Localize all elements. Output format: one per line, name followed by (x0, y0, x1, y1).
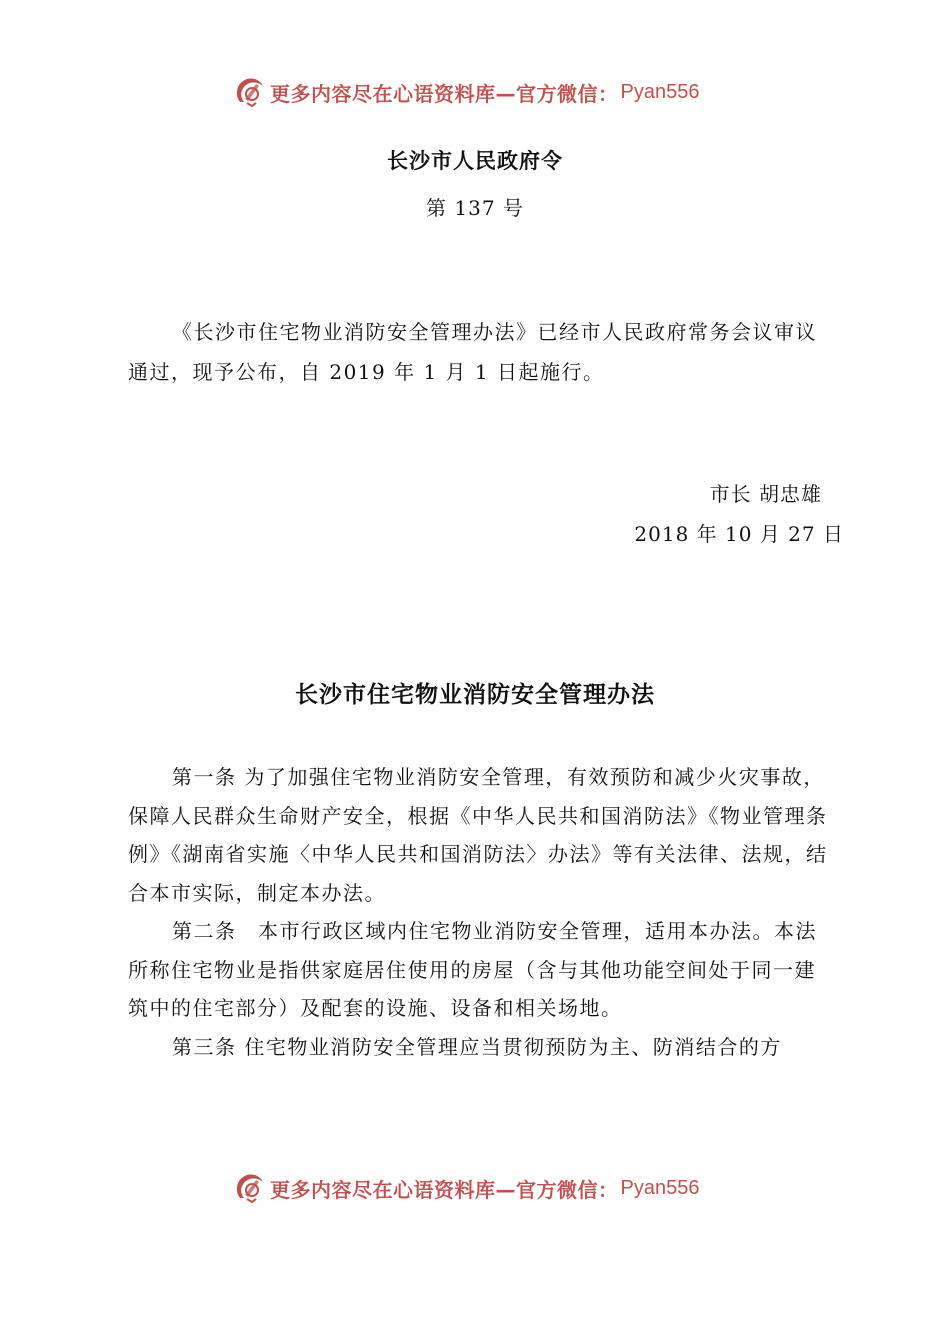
watermark-wechat-id: Pyan556 (620, 1176, 700, 1199)
articles-body (128, 758, 828, 1066)
order-title: 长沙市人民政府令 (387, 149, 563, 173)
article-2: 第二条 本市行政区域内住宅物业消防安全管理，适用本办法。本法所称住宅物业是指供家庭居住使用的房屋（含与其他功能空间处于同一建筑中的住宅部分）及配套的设施、设备和相关场地。 (128, 919, 817, 1020)
announcement-paragraph: 《长沙市住宅物业消防安全管理办法》已经市人民政府常务会议审议通过，现予公布，自 2019 年 1 月 1 日起施行。 (128, 320, 817, 384)
pen-logo-icon (232, 75, 266, 109)
article-3: 第三条 住宅物业消防安全管理应当贯彻预防为主、防消结合的方 (172, 1034, 782, 1059)
signing-date: 2018 年 10 月 27 日 (634, 522, 844, 546)
law-title: 长沙市住宅物业消防安全管理办法 (295, 682, 655, 708)
watermark-header (232, 74, 699, 110)
watermark-text: 更多内容尽在心语资料库—官方微信： (270, 81, 619, 106)
pen-logo-icon (232, 1171, 266, 1205)
mayor-signature-line: 市长 胡忠雄 (709, 482, 822, 506)
watermark-text: 更多内容尽在心语资料库—官方微信： (270, 1177, 619, 1202)
watermark-wechat-id: Pyan556 (620, 80, 700, 103)
order-number: 第 137 号 (426, 196, 524, 220)
watermark-footer (232, 1170, 699, 1206)
article-1: 第一条 为了加强住宅物业消防安全管理，有效预防和减少火灾事故，保障人民群众生命财产安全，根据《中华人民共和国消防法》《物业管理条例》《湖南省实施〈中华人民共和国消防法〉办法》等有关法律、法规，结合本市实际，制定本办法。 (128, 765, 828, 905)
